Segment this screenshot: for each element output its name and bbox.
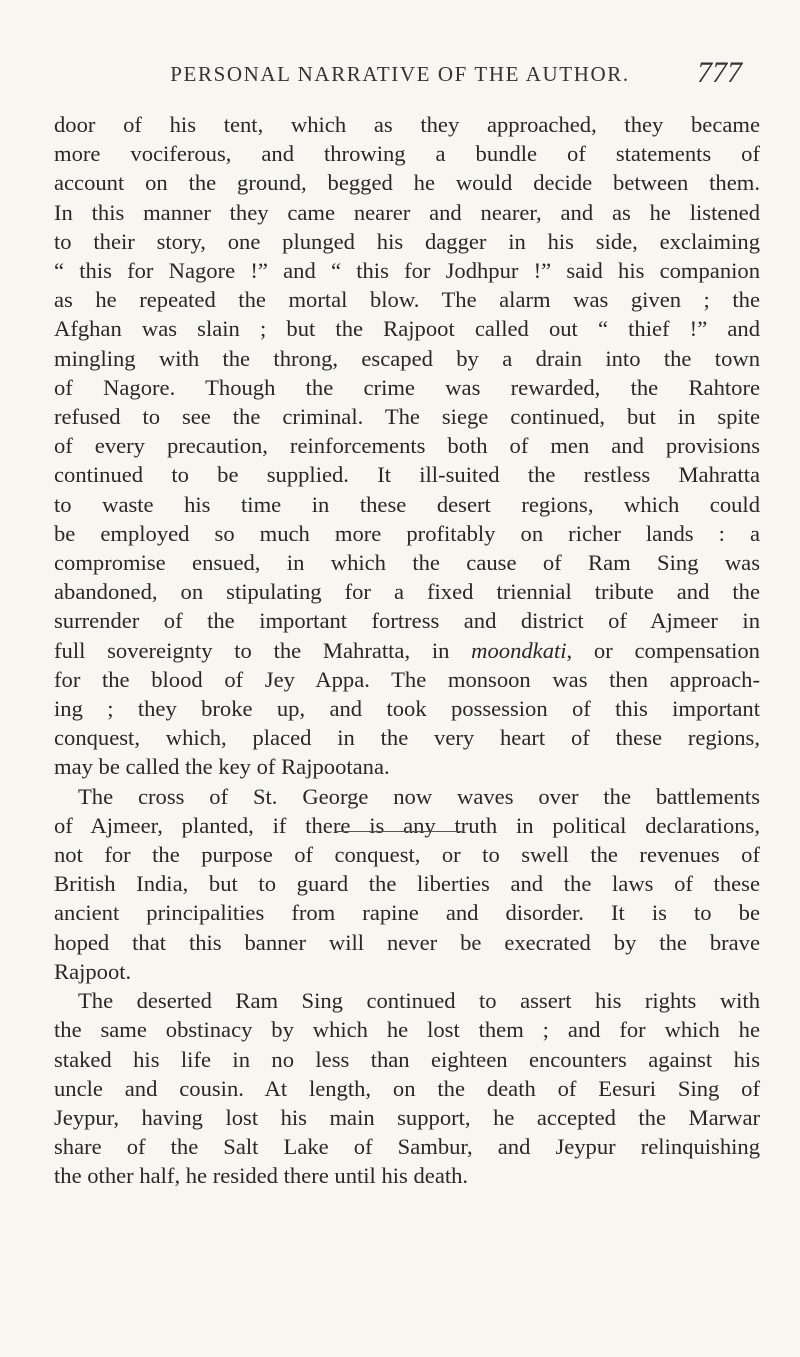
text-line: of Nagore. Though the crime was rewarded, the Rahtore (54, 374, 760, 400)
text-line: not for the purpose of conquest, or to swell the revenues of (54, 842, 760, 868)
text-line: staked his life in no less than eighteen encounters against his (54, 1046, 760, 1072)
text-line: of Ajmeer, planted, if there is any truth in political declarations, (54, 812, 760, 838)
running-head (0, 56, 800, 92)
text-line: The deserted Ram Sing continued to assert his rights with (78, 988, 760, 1014)
text-line: Afghan was slain ; but the Rajpoot called out “ thief !” and (54, 316, 760, 342)
text-line: share of the Salt Lake of Sambur, and Jeypur relinquishing (54, 1134, 760, 1160)
text-line: Rajpoot. (54, 958, 132, 984)
text-line: compromise ensued, in which the cause of Ram Sing was (54, 550, 760, 576)
text-line: mingling with the throng, escaped by a drain into the town (54, 345, 760, 371)
text-line: for the blood of Jey Appa. The monsoon was then approach- (54, 666, 760, 692)
text-line: may be called the key of Rajpootana. (54, 754, 390, 780)
text-line: full sovereignty to the Mahratta, in moondkati, or compensation (54, 637, 760, 663)
text-line: the same obstinacy by which he lost them ; and for which he (54, 1017, 760, 1043)
text-line: be employed so much more profitably on richer lands : a (54, 520, 760, 546)
text-line: Jeypur, having lost his main support, he accepted the Marwar (54, 1104, 760, 1130)
text-line: to their story, one plunged his dagger in his side, exclaiming (54, 228, 760, 254)
text-line: hoped that this banner will never be execrated by the brave (54, 929, 760, 955)
text-line: more vociferous, and throwing a bundle of statements of (54, 141, 760, 167)
text-line: In this manner they came nearer and nearer, and as he listened (54, 199, 760, 225)
text-line: of every precaution, reinforcements both of men and provisions (54, 433, 760, 459)
section-end-rule (336, 831, 464, 832)
italic-term: moondkati (471, 637, 567, 663)
text-line: ancient principalities from rapine and disorder. It is to be (54, 900, 760, 926)
paragraph (54, 986, 760, 1190)
body-text (54, 110, 760, 1191)
text-line: “ this for Nagore !” and “ this for Jodhpur !” said his companion (54, 258, 760, 284)
text-line: The cross of St. George now waves over the battlements (78, 783, 760, 809)
text-line: surrender of the important fortress and district of Ajmeer in (54, 608, 760, 634)
page-number: 777 (697, 56, 742, 89)
running-title: PERSONAL NARRATIVE OF THE AUTHOR. (170, 62, 630, 86)
text-line: British India, but to guard the liberties and the laws of these (54, 871, 760, 897)
text-line: the other half, he resided there until his death. (54, 1163, 469, 1189)
text-line: ing ; they broke up, and took possession of this important (54, 696, 760, 722)
text-line: door of his tent, which as they approached, they became (54, 112, 760, 137)
text-line: conquest, which, placed in the very heart of these regions, (54, 725, 760, 751)
text-line: continued to be supplied. It ill-suited the restless Mahratta (54, 462, 760, 488)
paragraph (54, 782, 760, 986)
paragraph (54, 110, 760, 782)
text-line: to waste his time in these desert regions, which could (54, 491, 760, 517)
text-line: account on the ground, begged he would decide between them. (54, 170, 760, 196)
text-line: abandoned, on stipulating for a fixed triennial tribute and the (54, 579, 760, 605)
text-line: as he repeated the mortal blow. The alarm was given ; the (54, 287, 760, 313)
text-line: refused to see the criminal. The siege continued, but in spite (54, 404, 760, 430)
text-line: uncle and cousin. At length, on the death of Eesuri Sing of (54, 1075, 760, 1101)
